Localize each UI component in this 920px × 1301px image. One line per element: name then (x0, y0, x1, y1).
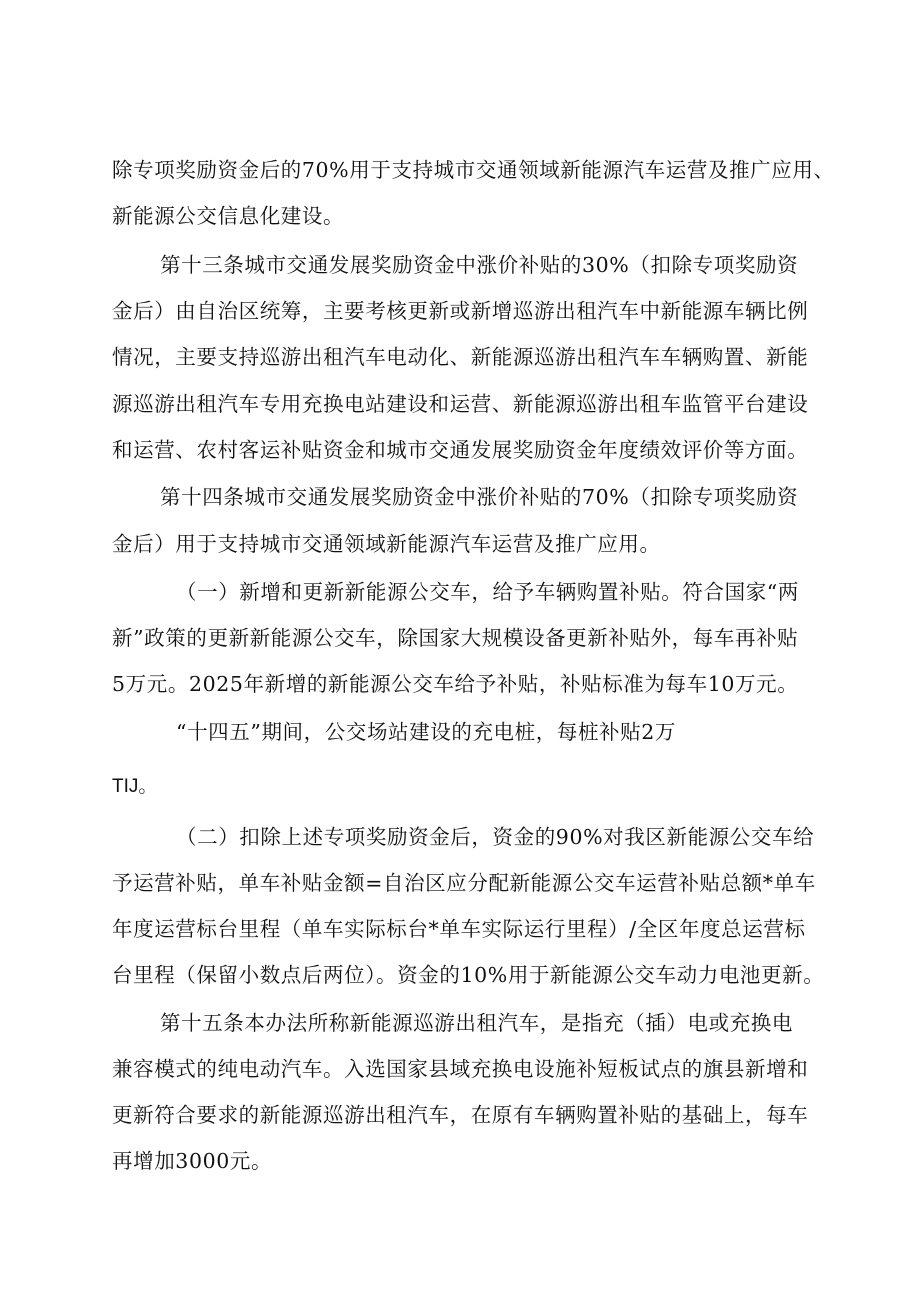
text-line: 第十三条城市交通发展奖励资金中涨价补贴的30%（扣除专项奖励资 (160, 253, 799, 277)
text-line: 予运营补贴，单车补贴金额=自治区应分配新能源公交车运营补贴总额*单车 (112, 871, 816, 895)
text-line: 兼容模式的纯电动汽车。入选国家县域充换电设施补短板试点的旗县新增和 (112, 1057, 809, 1081)
text-line: TIJ。 (112, 776, 158, 797)
text-line: 除专项奖励资金后的70%用于支持城市交通领域新能源汽车运营及推广应用、 (112, 158, 835, 182)
text-line: 情况，主要支持巡游出租汽车电动化、新能源巡游出租汽车车辆购置、新能 (112, 345, 809, 369)
text-line: （二）扣除上述专项奖励资金后，资金的90%对我区新能源公交车给 (176, 825, 815, 849)
text-line: 第十五条本办法所称新能源巡游出租汽车，是指充（插）电或充换电 (160, 1011, 793, 1035)
text-line: 第十四条城市交通发展奖励资金中涨价补贴的70%（扣除专项奖励资 (160, 485, 799, 509)
text-line: 再增加3000元。 (112, 1149, 273, 1173)
text-line: 年度运营标台里程（单车实际标台*单车实际运行里程）/全区年度总运营标 (112, 917, 806, 941)
text-line: 5万元。2025年新增的新能源公交车给予补贴，补贴标准为每车10万元。 (112, 672, 799, 696)
text-line: 源巡游出租汽车专用充换电站建设和运营、新能源巡游出租车监管平台建设 (112, 392, 809, 416)
text-line: 台里程（保留小数点后两位）。资金的10%用于新能源公交车动力电池更新。 (112, 963, 825, 987)
text-line: 更新符合要求的新能源巡游出租汽车，在原有车辆购置补贴的基础上，每车 (112, 1103, 809, 1127)
text-line: “十四五”期间，公交场站建设的充电桩，每桩补贴2万 (176, 720, 677, 744)
text-line: 新能源公交信息化建设。 (112, 204, 345, 228)
text-line: 和运营、农村客运补贴资金和城市交通发展奖励资金年度绩效评价等方面。 (112, 438, 809, 462)
text-line: （一）新增和更新新能源公交车，给予车辆购置补贴。符合国家“两 (176, 580, 799, 604)
text-line: 新”政策的更新新能源公交车，除国家大规模设备更新补贴外，每车再补贴 (112, 626, 799, 650)
text-line: 金后）由自治区统筹，主要考核更新或新增巡游出租汽车中新能源车辆比例 (112, 299, 809, 323)
text-line: 金后）用于支持城市交通领域新能源汽车运营及推广应用。 (112, 532, 661, 556)
